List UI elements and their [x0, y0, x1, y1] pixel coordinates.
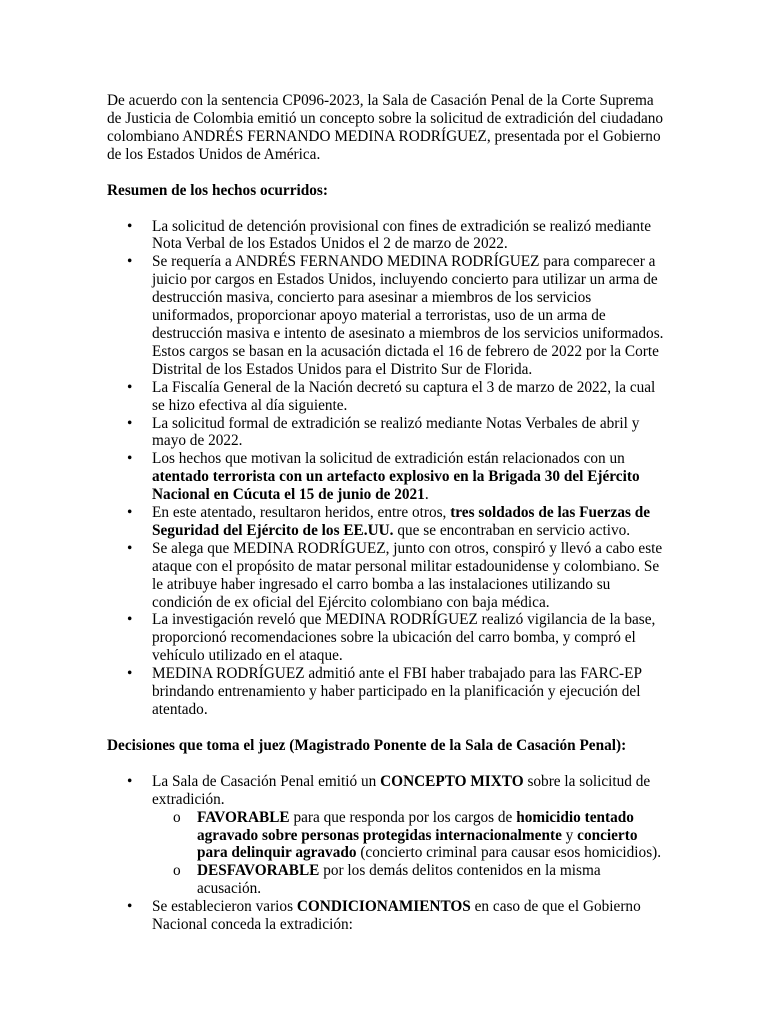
list-item-text: Se requería a ANDRÉS FERNANDO MEDINA RODRÍGUEZ para comparecer a juicio por cargos en Estados Unidos, incluyendo concierto para utilizar un arma de destrucción masiva, concierto para asesinar a miembros de los servicios uniformados, proporcionar apoyo material a terroristas, uso de un arma de destrucción masiva e intento de asesinato a miembros de los servicios uniformados. Estos cargos se basan en la acusación dictada el 16 de febrero de 2022 por la Corte Distrital de los Estados Unidos para el Distrito Sur de Florida.: [152, 253, 664, 378]
intro-paragraph: De acuerdo con la sentencia CP096-2023, la Sala de Casación Penal de la Corte Suprema de Justicia de Colombia emitió un concepto sobre la solicitud de extradición del ciudadano colombiano ANDRÉS FERNANDO MEDINA RODRÍGUEZ, presentada por el Gobierno de los Estados Unidos de América.: [107, 92, 664, 163]
list-item-emphasis: DESFAVORABLE: [197, 862, 320, 880]
list-item-text: por los demás delitos contenidos en la misma acusación.: [197, 862, 601, 898]
list-item: [107, 665, 667, 719]
list-item-text: para que responda por los cargos de: [289, 808, 517, 826]
list-item: [107, 611, 667, 665]
list-item-text: La Fiscalía General de la Nación decretó su captura el 3 de marzo de 2022, la cual se hizo efectiva al día siguiente.: [152, 378, 656, 414]
list-item-text: La Sala de Casación Penal emitió un: [152, 772, 381, 790]
list-item-text: sobre la solicitud de extradición.: [152, 772, 651, 808]
document-page: [107, 92, 667, 952]
list-item: [107, 450, 667, 504]
list-item-text: Se establecieron varios: [152, 898, 297, 916]
sub-list-marker: o: [173, 862, 181, 880]
list-item: [107, 540, 667, 612]
list-item-text: .: [424, 486, 429, 504]
list-item-emphasis: FAVORABLE: [197, 808, 290, 826]
list-item-text: MEDINA RODRÍGUEZ admitió ante el FBI haber trabajado para las FARC-EP brindando entrenamiento y haber participado en la planificación y ejecución del atentado.: [152, 665, 642, 718]
list-item-emphasis: atentado terrorista con un artefacto explosivo en la Brigada 30 del Ejército Nacional en Cúcuta el 15 de junio de 2021: [152, 468, 640, 504]
list-item-text: En este atentado, resultaron heridos, entre otros,: [152, 504, 451, 522]
decisions-heading: Decisiones que toma el juez (Magistrado Ponente de la Sala de Casación Penal):: [107, 736, 627, 754]
list-item: [107, 504, 667, 540]
list-item-text: y: [561, 826, 578, 844]
list-item-text: en caso de que el Gobierno Nacional conceda la extradición:: [152, 898, 641, 934]
list-item-text: La solicitud formal de extradición se realizó mediante Notas Verbales de abril y mayo de 2022.: [152, 414, 640, 450]
sub-list: [152, 809, 667, 899]
list-item-emphasis: CONDICIONAMIENTOS: [296, 898, 471, 916]
facts-list: [107, 218, 667, 719]
decisions-list: [107, 773, 667, 934]
list-item-emphasis: homicidio tentado agravado sobre personas protegidas internacionalmente: [197, 808, 634, 844]
list-item-text: Los hechos que motivan la solicitud de extradición están relacionados con un: [152, 450, 625, 468]
list-item-emphasis: concierto para delinquir agravado: [197, 826, 638, 862]
list-item-emphasis: tres soldados de las Fuerzas de Seguridad del Ejército de los EE.UU.: [152, 504, 651, 539]
list-item: [107, 379, 667, 415]
list-item-text: que se encontraban en servicio activo.: [393, 521, 631, 539]
list-item: [107, 773, 667, 898]
facts-heading: Resumen de los hechos ocurridos:: [107, 181, 328, 199]
list-item-text: Se alega que MEDINA RODRÍGUEZ, junto con otros, conspiró y llevó a cabo este ataque con el propósito de matar personal militar estadounidense y colombiano. Se le atribuye haber ingresado el carro bomba a las instalaciones utilizando su condición de ex oficial del Ejército colombiano con baja médica.: [152, 539, 663, 611]
list-item-emphasis: CONCEPTO MIXTO: [380, 772, 524, 790]
list-item: [107, 218, 667, 254]
list-item: [107, 898, 667, 934]
list-item: [107, 253, 667, 378]
list-item-text: La solicitud de detención provisional con fines de extradición se realizó mediante Nota Verbal de los Estados Unidos el 2 de marzo de 2022.: [152, 217, 652, 253]
sub-list-item: [152, 862, 667, 898]
sub-list-marker: o: [173, 808, 181, 826]
list-item: [107, 415, 667, 451]
list-item-text: La investigación reveló que MEDINA RODRÍGUEZ realizó vigilancia de la base, proporcionó recomendaciones sobre la ubicación del carro bomba, y compró el vehículo utilizado en el ataque.: [152, 611, 656, 665]
sub-list-item: [152, 809, 667, 863]
list-item-text: (concierto criminal para causar esos homicidios).: [356, 844, 662, 862]
